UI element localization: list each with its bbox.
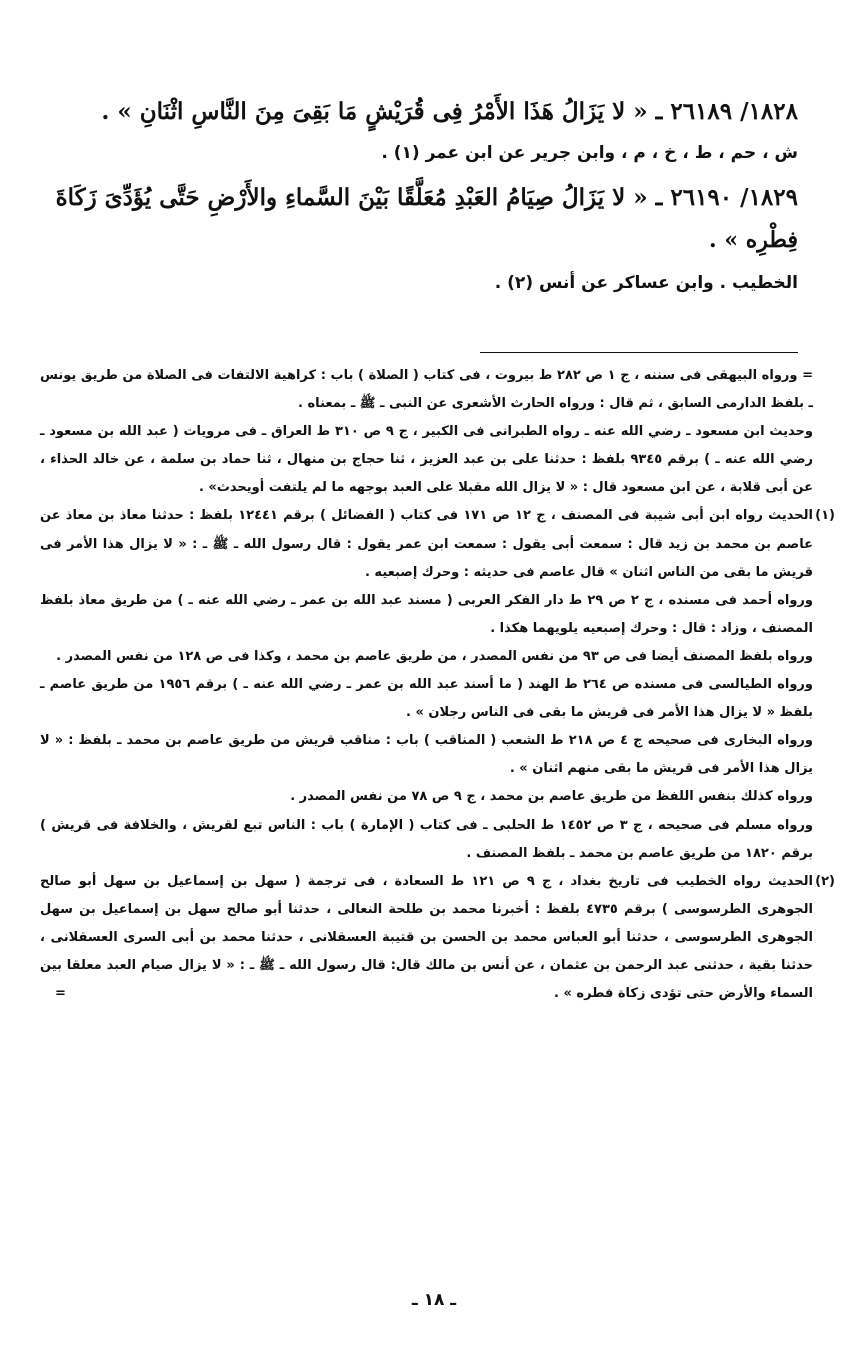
footnote-2-para-a [40,868,813,1008]
footnote-1-para-b: ورواه أحمد فى مسنده ، ج ٢ ص ٢٩ ط دار الفكر العربى ( مسند عبد الله بن عمر ـ رضي الله عنه ـ ) من طريق معاذ بلفظ المصنف ، وزاد : قال : وحرك إصبعيه يلويهما هكذا . [40,592,813,636]
footnote-continuation: = ورواه البيهقى فى سننه ، ج ١ ص ٢٨٢ ط بيروت ، فى كتاب ( الصلاة ) باب : كراهية الالتفات فى الصلاة من طريق يونس ـ بلفظ الدارمى السابق ، ثم قال : ورواه الحارث الأشعرى عن النبى ـ ﷺ ـ بمعناه . [40,368,813,412]
footnote-1-number: (١) [815,508,835,524]
footnote-2-continues-mark: = [55,986,66,1002]
footnote-2 [40,868,835,1008]
main-text [40,92,798,308]
footnotes [40,362,835,1008]
footnote-1-para-g: ورواه مسلم فى صحيحه ، ج ٣ ص ١٤٥٢ ط الحلبى ـ فى كتاب ( الإمارة ) باب : الناس تبع لقريش ، والخلافة فى قريش ) برقم ١٨٢٠ من طريق عاصم بن محمد ـ بلفظ المصنف . [40,817,814,861]
hadith-1828: ١٨٢٨/ ٢٦١٨٩ ـ « لا يَزَالُ هَذَا الأَمْرُ فِى قُرَيْشٍ مَا بَقِىَ مِنَ النَّاسِ اثْنَانِ » . [101,98,798,125]
footnote-1-para-a: الحديث رواه ابن أبى شيبة فى المصنف ، ج ١٢ ص ١٧١ فى كتاب ( الفضائل ) برقم ١٢٤٤١ بلفظ : حدثنا معاذ بن معاذ عن عاصم بن محمد بن زيد قال : سمعت أبى يقول : سمعت ابن عمر يقول : قال رسول الله ـ ﷺ ـ : « لا يزال هذا الأمر فى قريش ما بقى من الناس اثنان » قال عاصم فى حديثه : وحرك إصبعيه . [40,508,813,580]
footnote-continuation-2: وحديث ابن مسعود ـ رضي الله عنه ـ رواه الطبرانى فى الكبير ، ج ٩ ص ٣١٠ ط العراق ـ فى مرويات ( عبد الله بن مسعود ـ رضي الله عنه ـ ) برقم ٩٣٤٥ بلفظ : حدثنا على بن عبد العزيز ، ثنا حجاج بن منهال ، ثنا حماد بن سلمة ، عن خالد الحذاء ، عن أبى قلابة ، عن ابن مسعود قال : « لا يزال الله مقبلا على العبد بوجهه ما لم يلتفت أويحدث» . [40,424,813,496]
source-1829: الخطيب . وابن عساكر عن أنس (٢) . [494,273,798,293]
footnote-1 [40,502,835,867]
footnote-separator [480,352,798,353]
footnote-1-para-c: ورواه بلفظ المصنف أيضا فى ص ٩٣ من نفس المصدر ، من طريق عاصم بن محمد ، وكذا فى ص ١٢٨ من نفس المصدر . [56,648,813,664]
page-number: ـ ١٨ ـ [411,1290,457,1310]
hadith-1829: ١٨٢٩/ ٢٦١٩٠ ـ « لا يَزَالُ صِيَامُ العَبْدِ مُعَلَّقًا بَيْنَ السَّماءِ والأَرْضِ حَتَّى يُؤَدِّىَ زَكَاةَ [55,184,798,211]
footnote-1-para-f: ورواه كذلك بنفس اللفظ من طريق عاصم بن محمد ، ج ٩ ص ٧٨ من نفس المصدر . [290,789,813,805]
source-1828: ش ، حم ، ط ، خ ، م ، وابن جرير عن ابن عمر (١) . [381,143,798,163]
footnote-2-number: (٢) [815,873,835,889]
footnote-1-para-d: ورواه الطيالسى فى مسنده ص ٢٦٤ ط الهند ( ما أسند عبد الله بن عمر ـ رضي الله عنه ـ ) برقم ١٩٥٦ من طريق عاصم ـ بلفظ « لا يزال هذا الأمر فى قريش ما بقى فى الناس رجلان » . [40,677,813,721]
footnote-1-para-e: ورواه البخارى فى صحيحه ج ٤ ص ٢١٨ ط الشعب ( المناقب ) باب : مناقب قريش من طريق عاصم بن محمد ـ بلفظ : « لا يزال هذا الأمر فى قريش ما بقى منهم اثنان » . [40,733,813,777]
hadith-1829-continued: فِطْرِه » . [709,227,798,253]
footnote-2-text: الحديث رواه الخطيب فى تاريخ بغداد ، ج ٩ ص ١٢١ ط السعادة ، فى ترجمة ( سهل بن إسماعيل بن سهل أبو صالح الجوهرى الطرسوسى ) برقم ٤٧٣٥ بلفظ : أخبرنا محمد بن طلحة النعالى ، حدثنا أبو صالح سهل بن إسماعيل بن سهل الجوهرى الطرسوسى ، حدثنا أبو العباس محمد بن الحسن بن قتيبة العسقلانى ، حدثنا محمد بن أبى السرى العسقلانى ، حدثنا بقية ، حدثنى عبد الرحمن بن عثمان ، عن أنس بن مالك قال: قال رسول الله ـ ﷺ ـ : « لا يزال صيام العبد معلقا بين السماء والأرض حتى تؤدى زكاة فطره » . [40,873,813,1002]
